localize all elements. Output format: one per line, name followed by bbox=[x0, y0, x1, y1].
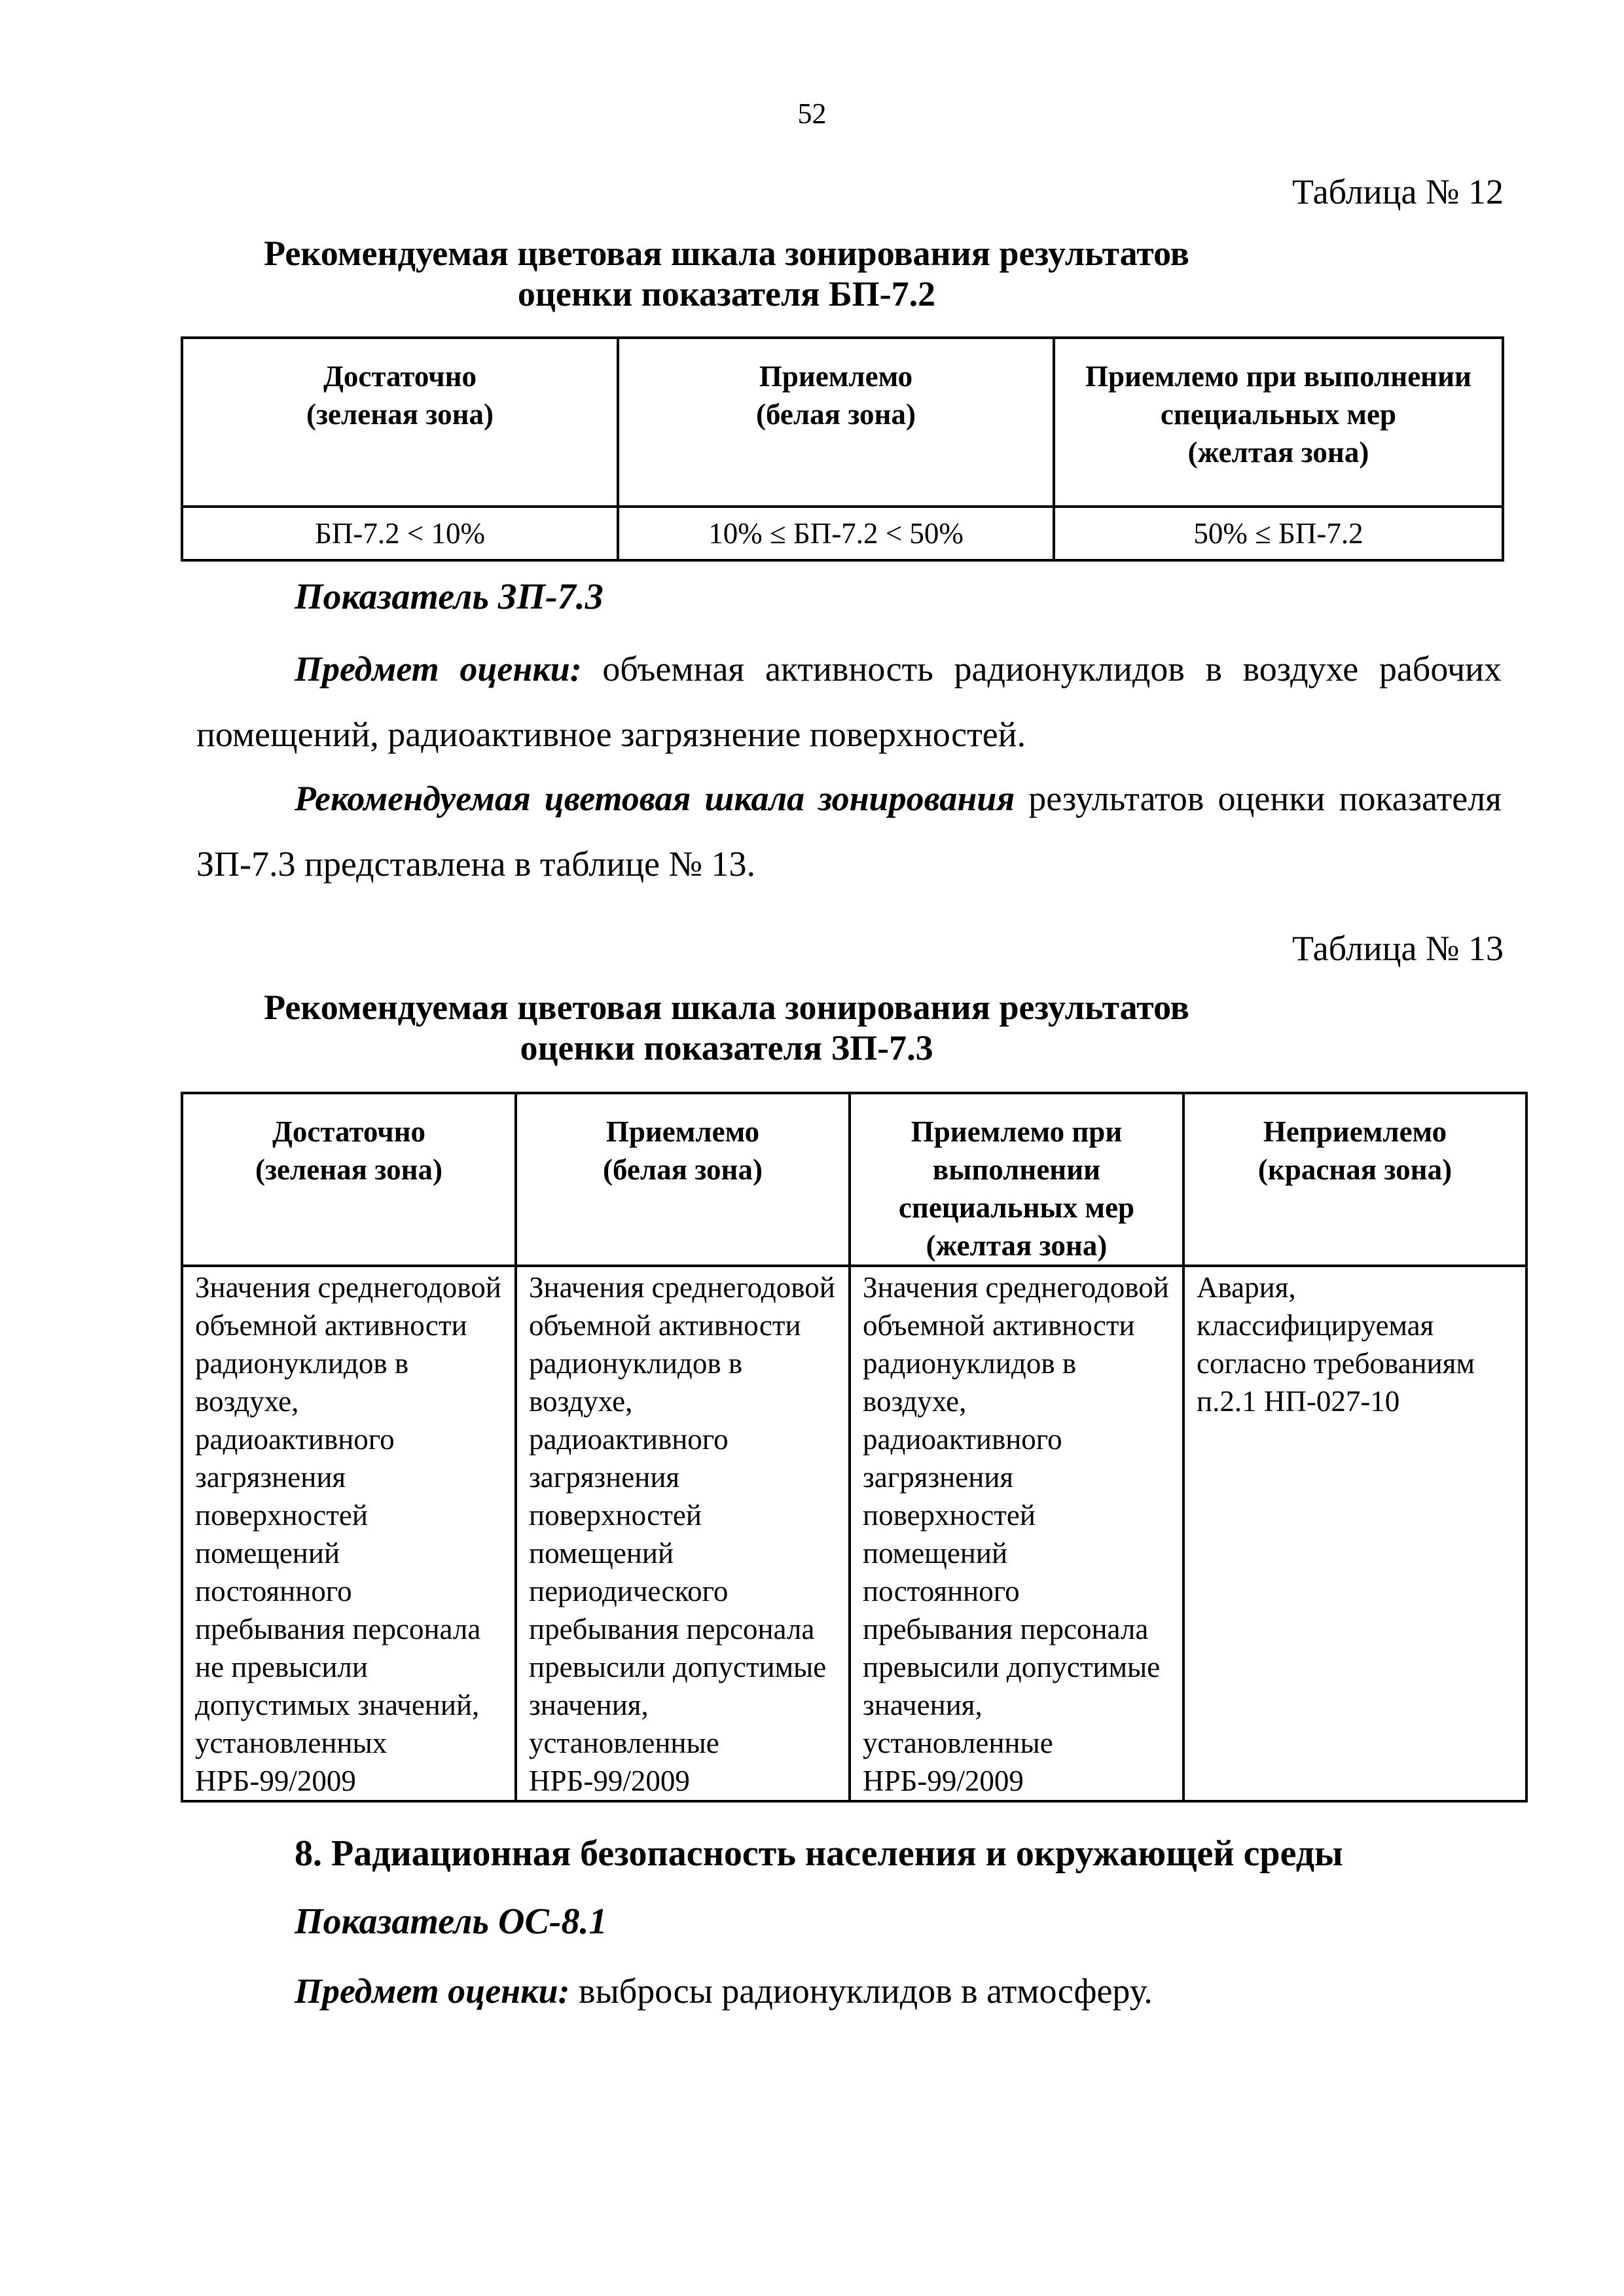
page-number: 52 bbox=[797, 98, 827, 130]
indicator-os81-subject bbox=[295, 1958, 1502, 2024]
indicator-zp73-title: Показатель ЗП-7.3 bbox=[295, 577, 604, 617]
table-13-header-yellow bbox=[850, 1093, 1183, 1266]
header-zone: (красная зона) bbox=[1257, 1153, 1453, 1186]
header-title: Приемлемо bbox=[605, 1115, 760, 1148]
table-12-header-green bbox=[182, 338, 618, 507]
section-8-title: 8. Радиационная безопасность населения и окружающей среды bbox=[295, 1833, 1343, 1874]
table-13-header-green bbox=[182, 1093, 516, 1266]
table-12-row bbox=[182, 507, 1503, 560]
table-12-cell-yellow: 50% ≤ БП-7.2 bbox=[1054, 507, 1503, 560]
scale-label: Рекомендуемая цветовая шкала зонирования bbox=[295, 779, 1015, 818]
table-13 bbox=[181, 1092, 1528, 1803]
table-12-header-row bbox=[182, 338, 1503, 507]
subject-label: Предмет оценки: bbox=[295, 1971, 570, 2011]
table-12 bbox=[181, 336, 1504, 562]
table-13-cell-red: Авария, классифицируемая согласно требованиям п.2.1 НП-027-10 bbox=[1183, 1266, 1526, 1801]
header-title: Приемлемо при выполнении специальных мер bbox=[898, 1115, 1135, 1224]
header-zone: (белая зона) bbox=[603, 1153, 763, 1186]
header-zone: (желтая зона) bbox=[1187, 436, 1369, 469]
table-12-header-yellow bbox=[1054, 338, 1503, 507]
table-13-cell-yellow: Значения среднегодовой объемной активности радионуклидов в воздухе, радиоактивного загрязнения поверхностей помещений постоянного пребывания персонала превысили допустимые значения, установленные НРБ-99/2009 bbox=[850, 1266, 1183, 1801]
table-12-caption bbox=[183, 233, 1270, 314]
scale-text: результатов оценки показателя ЗП-7.3 представлена в таблице № 13. bbox=[196, 779, 1502, 884]
header-title: Приемлемо bbox=[759, 360, 913, 393]
table-13-label: Таблица № 13 bbox=[1292, 929, 1504, 968]
table-12-header-white bbox=[618, 338, 1054, 507]
indicator-zp73-subject bbox=[196, 636, 1502, 767]
table-13-caption-line1: Рекомендуемая цветовая шкала зонирования результатов bbox=[264, 988, 1189, 1027]
header-zone: (зеленая зона) bbox=[306, 398, 494, 431]
table-12-label: Таблица № 12 bbox=[1292, 172, 1504, 211]
table-13-header-white bbox=[516, 1093, 850, 1266]
header-title: Приемлемо при выполнении специальных мер bbox=[1085, 360, 1471, 431]
table-13-row bbox=[182, 1266, 1526, 1801]
header-zone: (желтая зона) bbox=[926, 1229, 1108, 1262]
indicator-zp73-scale bbox=[196, 766, 1502, 897]
table-13-caption-line2: оценки показателя ЗП-7.3 bbox=[520, 1028, 933, 1067]
table-13-caption bbox=[183, 987, 1270, 1068]
table-13-cell-green: Значения среднегодовой объемной активности радионуклидов в воздухе, радиоактивного загрязнения поверхностей помещений постоянного пребывания персонала не превысили допустимых значений, установленных НРБ-99/2009 bbox=[182, 1266, 516, 1801]
header-title: Достаточно bbox=[272, 1115, 426, 1148]
header-zone: (зеленая зона) bbox=[255, 1153, 443, 1186]
table-13-cell-white: Значения среднегодовой объемной активности радионуклидов в воздухе, радиоактивного загрязнения поверхностей помещений периодического пребывания персонала превысили допустимые значения, установленные НРБ-99/2009 bbox=[516, 1266, 850, 1801]
subject-label: Предмет оценки: bbox=[295, 649, 582, 689]
table-12-cell-green: БП-7.2 < 10% bbox=[182, 507, 618, 560]
table-13-header-row bbox=[182, 1093, 1526, 1266]
subject-text: объемная активность радионуклидов в воздухе рабочих помещений, радиоактивное загрязнение поверхностей. bbox=[196, 649, 1502, 754]
indicator-os81-title: Показатель ОС-8.1 bbox=[295, 1901, 607, 1942]
table-13-header-red bbox=[1183, 1093, 1526, 1266]
table-12-caption-line2: оценки показателя БП-7.2 bbox=[517, 274, 936, 314]
table-12-caption-line1: Рекомендуемая цветовая шкала зонирования результатов bbox=[264, 234, 1189, 273]
header-title: Неприемлемо bbox=[1263, 1115, 1447, 1148]
table-12-cell-white: 10% ≤ БП-7.2 < 50% bbox=[618, 507, 1054, 560]
header-title: Достаточно bbox=[323, 360, 477, 393]
header-zone: (белая зона) bbox=[756, 398, 916, 431]
subject-text: выбросы радионуклидов в атмосферу. bbox=[579, 1971, 1153, 2011]
